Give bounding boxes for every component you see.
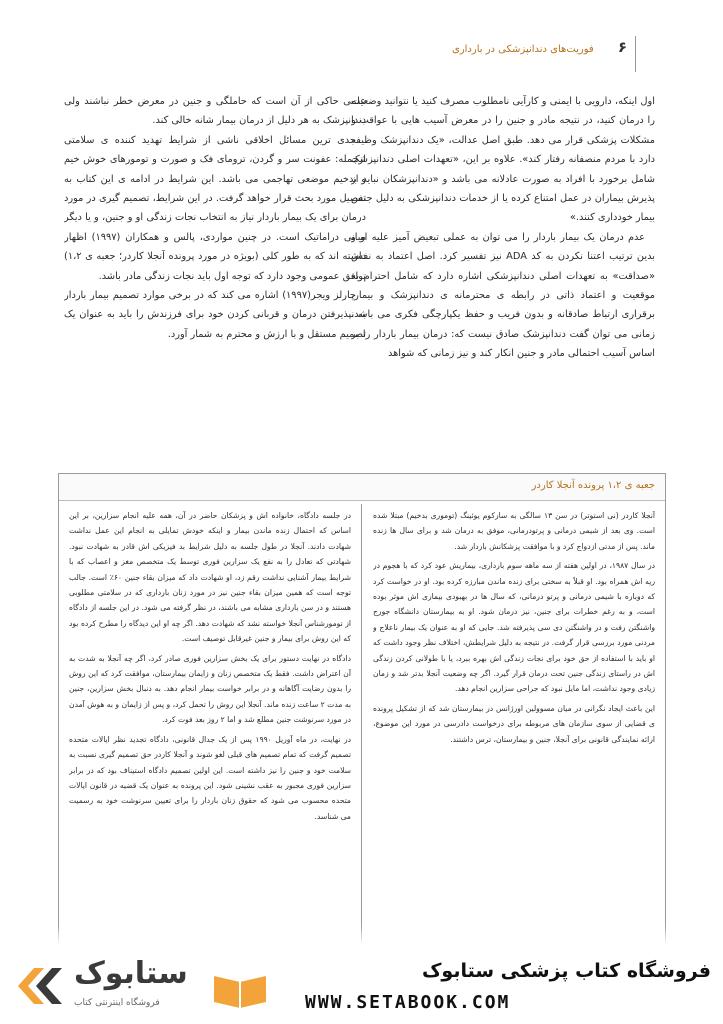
paragraph: جدی ترین مسائل اخلاقی ناشی از شرایط تهدید کننده ی سلامتی ازجمله: عفونت سر و گردن، ترومای فک و صورت و تومورهای خوش خیم و بدخیم موضعی تهاجمی می باشد. این شرایط در ادامه ی این کتاب به تفصیل مورد بحث قرار خواهد گرفت. در این شرایط، تصمیم گیری در مورد درمان برای یک بیمار باردار نیاز به انتخاب نجات زندگی او و جنین، و یا دیگر مبانی دراماتیک است. در چنین مواردی، پالس و همکاران (۱۹۹۷) اظهار داشته اند که به طور کلی (بویژه در مورد پرونده آنجلا کاردر؛ جعبه ی ۱،۲) توافق عمومی وجود دارد که توجه اول باید نجات زندگی مادر باشد. bbox=[64, 134, 366, 282]
box-left-column bbox=[69, 508, 351, 968]
header-divider bbox=[635, 36, 636, 72]
logo-subtitle: فروشگاه اینترنتی کتاب bbox=[74, 998, 160, 1008]
store-logo[interactable] bbox=[10, 952, 270, 1018]
box-column-divider bbox=[361, 504, 362, 974]
paragraph: دادگاه در نهایت دستور برای یک بخش سزارین فوری صادر کرد، اگر چه آنجلا به شدت به آن اعتراض داشت. فقط یک متخصص زنان و زایمان بیمارستان، موافقت کرد که این روش را بدون رضایت آگاهانه و در برابر خواست بیمار انجام دهد. به دنبال بخش سزارین، جنین به مدت ۲ ساعت زنده ماند. آنجلا این روش را تحمل کرد، و پس از زایمان و به هوش آمدن در مورد سرنوشت جنین مطلع شد و اما ۲ روز بعد فوت کرد. bbox=[69, 653, 351, 725]
box-title-bar bbox=[59, 474, 665, 501]
running-title: فوریت‌های دندانپزشکی در بارداری bbox=[452, 44, 594, 55]
paragraph: عدم درمان یک بیمار باردار را می توان به عملی تبعیض آمیز علیه او و بدین ترتیب اعتنا نکردن به کد ADA نیز تفسیر کرد. اصل اعتماد به نفس «صداقت» به تعهدات اصلی دندانپزشکی اشاره دارد که شامل احترام به موقعیت و اعتماد ذاتی در رابطه ی محترمانه ی دندانپزشک و بیمار، برقراری ارتباط صادقانه و بدون فریب و حفظ یکپارچگی فکری می باشد. زمانی می توان گفت دندانپزشک صادق نیست که: درمان بیمار باردار را بر اساس آسیب احتمالی مادر و جنین انکار کند و نیز زمانی که شواهد bbox=[351, 231, 655, 360]
logo-mark-icon bbox=[10, 956, 70, 1016]
main-left-column bbox=[64, 92, 366, 462]
paragraph: در نهایت، در ماه آوریل ۱۹۹۰ پس از یک جدال قانونی، دادگاه تجدید نظر ایالات متحده تصمیم گرفت که تمام تصمیم های قبلی لغو شوند و آنجلا کاردر حق تصمیم گیری نسبت به سلامت خود و جنین را نیز داشته است. این اولین تصمیم دادگاه استیناف بود که در برابر سزارین فوری مجبور به عقب نشینی شود. این پرونده به عنوان یک قضیه در قانون ایالات متحده محسوب می شود که حقوق زنان باردار را برای تعیین سرنوشت خود به رسمیت می شناسد. bbox=[69, 734, 351, 821]
paragraph: در سال ۱۹۸۷، در اولین هفته از سه ماهه سوم بارداری، بیماریش عود کرد که با هجوم در ریه اش همراه بود. او قبلاً به سختی برای زنده ماندن مبارزه کرده بود. او در خواست کرد که دوباره با شیمی درمانی و پرتو درمانی، که سال ها در بهبودی بیماری اش موثر بوده است، و به رغم خطرات برای جنین، نیز درمان شود. او به بیمارستان دانشگاه جورج واشنگتن رفت و در واشنگتن دی سی پذیرفته شد. جایی که او به عنوان یک بیمار ناعلاج و مردنی مورد بررسی قرار گرفت. در نتیجه به دلیل شرایطش، اختلاف نظر وجود داشت که او باید با استفاده از حق خود برای نجات زندگی اش بهره ببرد، یا با طولانی کردن زندگی اش در راستای زندگی جنین تحت درمان قرار گیرد. اگر چه وضعیت آنجلا بدتر شد و زمان زیادی وجود نداشت، اما مایل نبود که جراحی سزارین انجام دهد. bbox=[373, 561, 655, 694]
paragraph: چارلز ویجر(۱۹۹۷) اشاره می کند که در برخی موارد تصمیم بیمار باردار به نپذیرفتن درمان و قربانی کردن خود برای فرزندش را باید به عنوان یک تصمیم مستقل و با ارزش و محترم به شمار آورد. bbox=[64, 290, 366, 340]
paragraph: علمی حاکی از آن است که حاملگی و جنین در معرض خطر نباشند ولی دندانپزشک به هر دلیل از درمان بیمار شانه خالی کند. bbox=[64, 96, 366, 127]
paragraph: این باعث ایجاد نگرانی در میان مسوولین اورژانس در بیمارستان شد که از تشکیل پرونده ی قضایی از سوی سازمان های مربوطه برای درخواست دادرسی در مورد این موضوع، ارائه نمایندگی قانونی برای آنجلا، جنین و بیمارستان، ترس داشتند. bbox=[373, 703, 655, 744]
footer-fade bbox=[0, 925, 723, 945]
box-right-column bbox=[373, 508, 655, 968]
main-right-column bbox=[351, 92, 655, 462]
store-url-link[interactable]: WWW.SETABOOK.COM bbox=[305, 992, 511, 1013]
paragraph: اول اینکه، دارویی با ایمنی و کارآیی نامطلوب مصرف کنید یا نتوانید وضعیت را درمان کنید، در نتیجه مادر و جنین را در معرض آسیب هایی با عواقب و مشکلات پزشکی قرار می دهد. طبق اصل عدالت، «یک دندانپزشک وظیفه دارد با مردم منصفانه رفتار کند». علاوه بر این، «تعهدات اصلی دندانپزشک شامل برخورد با افراد به صورت عادلانه می باشد و «دندانپزشکان نباید از پذیرش بیماران در عمل امتناع کرده یا از خدمات دندانپزشکی به دلیل جنس بیمار خودداری کنند.» bbox=[351, 96, 655, 224]
case-box bbox=[58, 473, 666, 975]
store-footer bbox=[0, 944, 723, 1024]
page-header bbox=[0, 30, 723, 76]
logo-text: ستابوک bbox=[74, 956, 188, 991]
paragraph: آنجلا کاردر (نی استوتر) در سن ۱۳ سالگی به سارکوم یوئینگ (توموری بدخیم) مبتلا شده است. وی بعد از شیمی درمانی و پرتودرمانی، موفق به درمان شد و برای سال ها زنده ماند. پس از مدتی ازدواج کرد و با موافقت پزشکانش باردار شد. bbox=[373, 511, 655, 551]
store-name: فروشگاه کتاب پزشکی ستابوک bbox=[421, 960, 711, 982]
paragraph: در جلسه دادگاه، خانواده اش و پزشکان حاضر در آن، همه علیه انجام سزارین، بر این اساس که احتمال زنده ماندن بیمار و اینکه خودش تمایلی به انجام این عمل نداشت شهادت دادند. آنجلا در طول جلسه به دلیل شرایط بد فیزیکی اش قادر به شهادت نبود. شهادتی که تعادل را به نفع یک سزارین فوری توسط یک متخصص مغز و اعصاب که با شرایط بیمار آشنایی نداشت رقم زد، او شهادت داد که میزان بقاء جنین ۶۰٪ است. جالب توجه است که همین میزان بقاء جنین نیز در مورد زنان بارداری که در سلامتی مطلوبی هستند و در سن بارداری مشابه می باشند، در نظر گرفته می شود. در این جلسه از دادگاه از تومورشناس آنجلا خواسته نشد که شهادت دهد. اگر چه او این دیدگاه را مطرح کرده بود که این روش برای بیمار و جنین غیرقابل توصیف است. bbox=[69, 511, 351, 644]
box-title: جعبه ی ۱،۲ پرونده آنجلا کاردر bbox=[531, 480, 655, 491]
page-number: ۶ bbox=[617, 38, 627, 56]
book-icon bbox=[210, 968, 270, 1008]
